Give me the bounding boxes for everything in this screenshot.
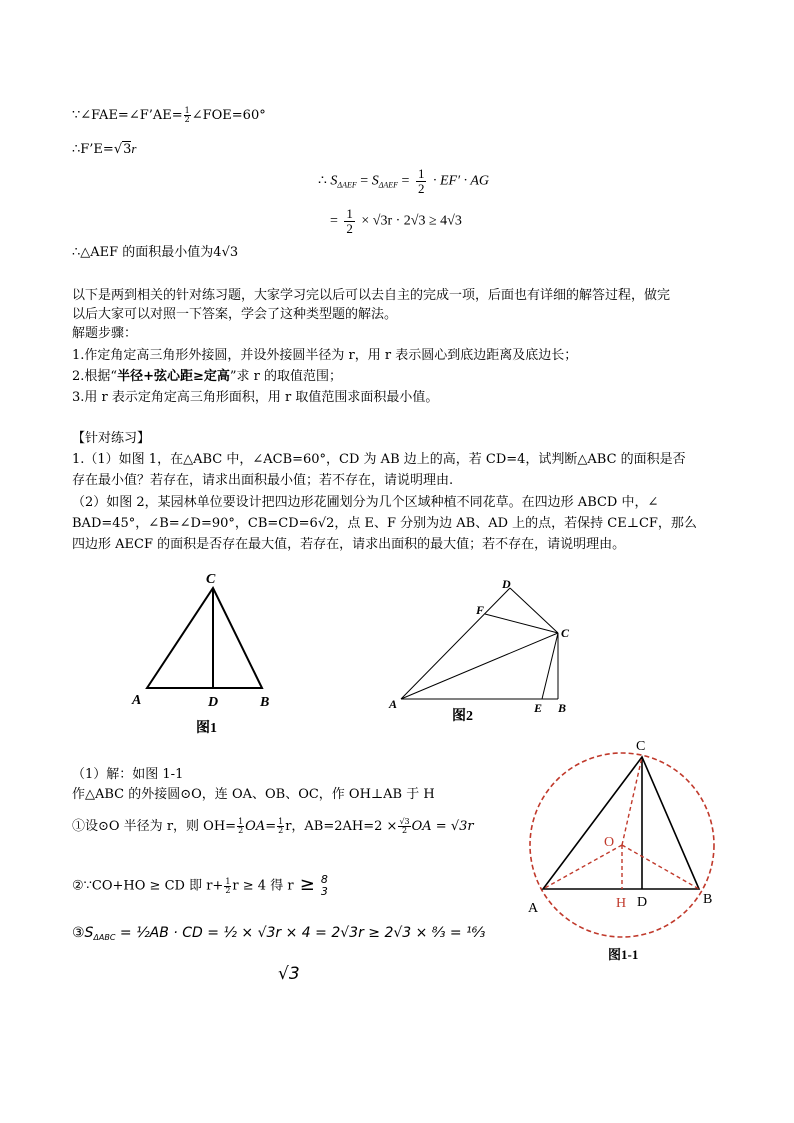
q1-line1: 1.（1）如图 1，在△ABC 中，∠ACB=60°，CD 为 AB 边上的高，若 CD=4，试判断△ABC 的面积是否 — [72, 452, 686, 467]
solution-step3: $③S_{\Delta ABC}$ = ½AB · CD = ½ × √3r × 4 = 2√3r ≥ 2√3 × ⁸⁄₃ = ¹⁶⁄₃ — [72, 925, 486, 942]
figure-2-caption: 图2 — [452, 709, 473, 724]
figure-2 — [380, 576, 580, 726]
label-f: F — [476, 603, 485, 617]
label-d: D — [208, 695, 219, 710]
proof-fe-line: ∴F’E=√3r — [72, 141, 137, 157]
step-2: 2.根据“半径+弦心距≥定高”求 r 的取值范围； — [72, 369, 342, 384]
figure-1-1 — [518, 735, 738, 970]
proof-area-line1: ∴ $S_{\Delta AEF} = S_{\Delta AEF}$ = $\frac{1}{2}$ · EF′ · AG — [318, 166, 490, 196]
figure-1-caption: 图1 — [196, 721, 217, 736]
steps-title: 解题步骤： — [72, 326, 138, 341]
solution-step1: ①设⊙O 半径为 r，则 OH= $\frac{1}{2}$ OA= $\frac{1}{2}$ r，AB=2AH=2 × $\frac{√3}{2}$ OA = √3r — [72, 817, 474, 835]
label-a: A — [132, 693, 142, 708]
label-o: O — [604, 835, 615, 850]
proof-conclusion: ∴△AEF 的面积最小值为4√3 — [72, 245, 239, 260]
q2-line1: （2）如图 2，某园林单位要设计把四边形花圃划分为几个区域种植不同花草。在四边形 ABCD 中，∠ — [72, 495, 659, 510]
stray-sqrt3: √3 — [278, 964, 300, 984]
label-a: A — [389, 697, 398, 711]
intro-p1: 以下是两到相关的针对练习题，大家学习完以后可以去自主的完成一项，后面也有详细的解答过程，做完 — [72, 288, 671, 303]
label-b: B — [558, 701, 567, 715]
label-a: A — [528, 901, 539, 916]
label-c: C — [206, 572, 216, 587]
label-e: E — [534, 701, 543, 715]
label-d: D — [502, 577, 511, 591]
proof-area-line2: = $\frac{1}{2}$ × √3r · 2√3 ≥ 4√3 — [330, 206, 462, 236]
solution-head: （1）解：如图 1-1 — [72, 767, 184, 782]
step-1: 1.作定角定高三角形外接圆，并设外接圆半径为 r，用 r 表示圆心到底边距离及底边长； — [72, 348, 578, 363]
q2-line3: 四边形 AECF 的面积是否存在最大值，若存在，请求出面积的最大值；若不存在，请说明理由。 — [72, 537, 626, 552]
step-3: 3.用 r 表示定角定高三角形面积，用 r 取值范围求面积最小值。 — [72, 390, 439, 405]
label-b: B — [703, 892, 713, 907]
label-h: H — [616, 896, 627, 911]
triangle-abc — [147, 588, 262, 688]
figure-1 — [120, 566, 290, 741]
solution-line1: 作△ABC 的外接圆⊙O，连 OA、OB、OC，作 OH⊥AB 于 H — [72, 787, 435, 802]
triangle-abc — [543, 757, 699, 889]
label-c: C — [561, 626, 570, 640]
label-c: C — [636, 739, 646, 754]
proof-angle-line: ∵∠FAE=∠F’AE= $\frac{1}{2}$ ∠FOE=60° — [72, 106, 266, 124]
intro-p2: 以后大家可以对照一下答案，学会了这种类型题的解法。 — [72, 307, 398, 322]
q1-line2: 存在最小值？若存在，请求出面积最小值；若不存在，请说明理由. — [72, 473, 454, 488]
label-d: D — [637, 895, 648, 910]
figure-1-1-caption: 图1-1 — [608, 947, 639, 962]
solution-step2: ②∵CO+HO ≥ CD 即 r+ $\frac{1}{2}$ r ≥ 4 得 r ≥ 8 3 — [72, 873, 328, 898]
practice-title: 【针对练习】 — [72, 431, 151, 446]
q2-line2: BAD=45°，∠B=∠D=90°，CB=CD=6√2，点 E、F 分别为边 AB、AD 上的点，若保持 CE⊥CF，那么 — [72, 516, 697, 531]
label-b: B — [260, 695, 270, 710]
